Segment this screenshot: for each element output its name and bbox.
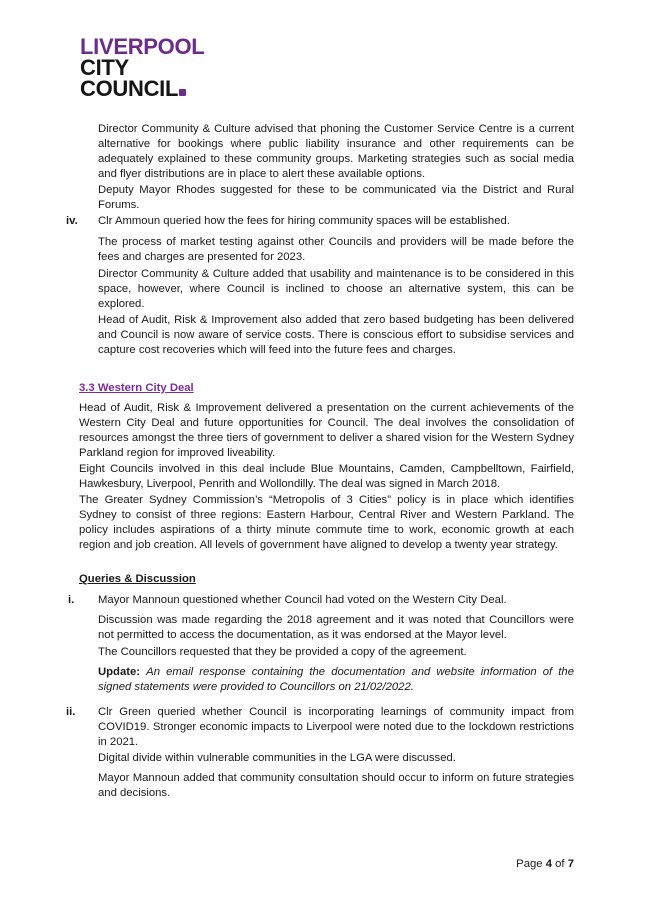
paragraph: Clr Green queried whether Council is incorporating learnings of community impact from COVID19. Stronger economic impacts to Liverpool were noted due to the lockdown restrictions in 2021. xyxy=(98,706,574,748)
queries-heading: Queries & Discussion xyxy=(79,573,196,585)
of-word: of xyxy=(555,858,565,870)
logo-line-3-text: COUNCIL xyxy=(80,76,179,101)
paragraph: Discussion was made regarding the 2018 agreement and it was noted that Councillors were not permitted to access the documentation, as it was endorsed at the Mayor level. xyxy=(98,614,574,641)
council-logo xyxy=(80,36,204,99)
logo-dot-icon xyxy=(179,89,186,96)
paragraph: Mayor Mannoun questioned whether Council had voted on the Western City Deal. xyxy=(98,594,507,606)
logo-line-1: LIVERPOOL xyxy=(80,34,205,59)
logo-line-3 xyxy=(80,78,204,99)
logo-line-2: CITY xyxy=(80,55,129,80)
paragraph: Head of Audit, Risk & Improvement delivered a presentation on the current achievements of the Western City Deal and future opportunities for Council. The deal involves the consolidation of resources amongst the three tiers of government to deliver a shared vision for the Western Sydney Parkland region for improved liveability. xyxy=(79,402,574,459)
paragraph: The process of market testing against other Councils and providers will be made before the fees and charges are presented for 2023. xyxy=(98,236,574,263)
paragraph: Director Community & Culture advised that phoning the Customer Service Centre is a current alternative for bookings where public liability insurance and other requirements can be adequately explained to these community groups. Marketing strategies such as social media and flyer distributions are in place to alert these available options. xyxy=(98,123,574,180)
paragraph: Head of Audit, Risk & Improvement also added that zero based budgeting has been delivered and Council is now aware of service costs. There is conscious effort to subsidise services and capture cost recoveries which will feed into the future fees and charges. xyxy=(98,314,574,356)
page-word: Page xyxy=(516,858,543,870)
list-number: ii. xyxy=(66,706,76,718)
paragraph: Deputy Mayor Rhodes suggested for these to be communicated via the District and Rural Forums. xyxy=(98,184,574,211)
paragraph: Clr Ammoun queried how the fees for hiring community spaces will be established. xyxy=(98,215,510,227)
update-text: An email response containing the documentation and website information of the signed statements were provided to Councillors on 21/02/2022. xyxy=(98,666,574,693)
paragraph: The Greater Sydney Commission’s “Metropolis of 3 Cities” policy is in place which identifies Sydney to consist of three regions: Eastern Harbour, Central River and Western Parkland. The policy includes aspirations of a thirty minute commute time to work, economic growth at each region and job creation. All levels of government have aligned to develop a twenty year strategy. xyxy=(79,494,574,551)
page-number: 4 xyxy=(545,858,552,870)
section-heading-link[interactable]: 3.3 Western City Deal xyxy=(79,382,194,394)
page-footer xyxy=(516,858,574,870)
list-number: i. xyxy=(68,594,75,606)
paragraph: Eight Councils involved in this deal include Blue Mountains, Camden, Campbelltown, Fairfield, Hawkesbury, Liverpool, Penrith and Wollondilly. The deal was signed in March 2018. xyxy=(79,463,574,490)
update-paragraph xyxy=(98,665,574,695)
paragraph: Digital divide within vulnerable communities in the LGA were discussed. xyxy=(98,752,456,764)
update-label: Update: xyxy=(98,666,141,678)
list-number: iv. xyxy=(66,215,78,227)
page-total: 7 xyxy=(567,858,574,870)
paragraph: Mayor Mannoun added that community consultation should occur to inform on future strategies and decisions. xyxy=(98,772,574,799)
paragraph: The Councillors requested that they be provided a copy of the agreement. xyxy=(98,646,467,658)
paragraph: Director Community & Culture added that usability and maintenance is to be considered in this space, however, where Council is inclined to choose an alternative system, this can be explored. xyxy=(98,268,574,310)
